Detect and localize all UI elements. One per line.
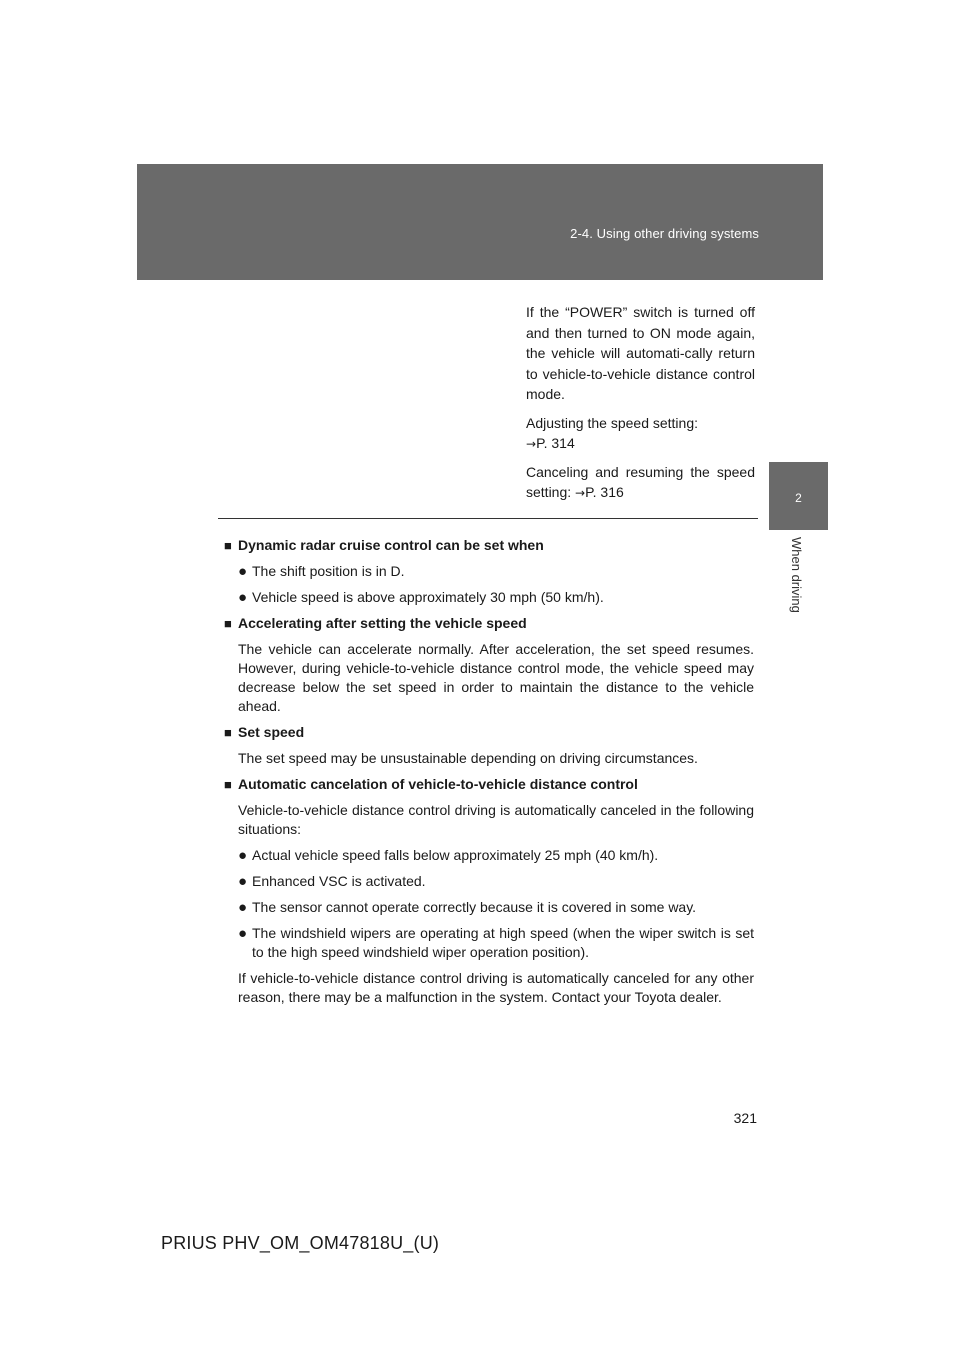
power-switch-note: If the “POWER” switch is turned off and then turned to ON mode again, the vehicle will automati-cally return to vehicle-to-vehicle distance control mode.	[526, 304, 755, 402]
heading-text: Set speed	[238, 724, 305, 740]
note-heading	[224, 723, 754, 742]
notes-section	[224, 536, 754, 1014]
cancel-resume-ref	[526, 462, 755, 504]
adjust-speed-text: Adjusting the speed setting:	[526, 414, 699, 431]
note-heading	[224, 775, 754, 794]
circle-bullet-icon: ●	[238, 563, 248, 580]
list-item-text: The shift position is in D.	[252, 563, 405, 579]
note-heading	[224, 536, 754, 555]
circle-bullet-icon: ●	[238, 589, 248, 606]
heading-text: Accelerating after setting the vehicle speed	[238, 615, 527, 631]
paragraph: If vehicle-to-vehicle distance control driving is automatically canceled for any other reason, there may be a malfunction in the system. Contact your Toyota dealer.	[238, 970, 754, 1005]
list-item-text: Enhanced VSC is activated.	[252, 873, 426, 889]
document-id: PRIUS PHV_OM_OM47818U_(U)	[161, 1233, 440, 1253]
circle-bullet-icon: ●	[238, 925, 248, 942]
header-bar	[137, 164, 823, 280]
cancel-resume-text: Canceling and resuming the speed setting:	[526, 463, 755, 500]
list-item	[224, 924, 754, 962]
square-bullet-icon: ■	[224, 777, 232, 792]
square-bullet-icon: ■	[224, 538, 232, 553]
circle-bullet-icon: ●	[238, 899, 248, 916]
arrow-icon: →	[575, 486, 586, 500]
adjust-speed-page-link[interactable]: P. 314	[536, 435, 575, 451]
circle-bullet-icon: ●	[238, 847, 248, 864]
square-bullet-icon: ■	[224, 725, 232, 740]
cancel-resume-page-link[interactable]: P. 316	[585, 484, 624, 500]
paragraph: The set speed may be unsustainable depending on driving circumstances.	[238, 750, 698, 766]
adjust-speed-ref	[526, 413, 755, 455]
page-number: 321	[733, 1110, 757, 1126]
list-item-text: Vehicle speed is above approximately 30 mph (50 km/h).	[252, 589, 604, 605]
section-divider	[218, 518, 758, 519]
chapter-tab	[769, 462, 828, 530]
list-item	[224, 588, 754, 607]
chapter-number: 2	[795, 491, 802, 505]
paragraph: Vehicle-to-vehicle distance control driving is automatically canceled in the following situations:	[238, 802, 754, 837]
section-title: 2-4. Using other driving systems	[570, 226, 759, 241]
arrow-icon: →	[526, 437, 537, 451]
square-bullet-icon: ■	[224, 616, 232, 631]
note-heading	[224, 614, 754, 633]
list-item	[224, 846, 754, 865]
list-item-text: The sensor cannot operate correctly because it is covered in some way.	[252, 899, 697, 915]
list-item	[224, 562, 754, 581]
list-item	[224, 898, 754, 917]
list-item-text: The windshield wipers are operating at high speed (when the wiper switch is set to the high speed windshield wiper operation position).	[252, 925, 754, 960]
heading-text: Automatic cancelation of vehicle-to-vehicle distance control	[238, 776, 638, 792]
list-item	[224, 872, 754, 891]
circle-bullet-icon: ●	[238, 873, 248, 890]
list-item-text: Actual vehicle speed falls below approximately 25 mph (40 km/h).	[252, 847, 659, 863]
heading-text: Dynamic radar cruise control can be set when	[238, 537, 544, 553]
info-column	[526, 302, 755, 512]
paragraph: The vehicle can accelerate normally. After acceleration, the set speed resumes. However, during vehicle-to-vehicle distance control mode, the vehicle speed may decrease below the set speed in order to maintain the distance to the vehicle ahead.	[238, 641, 754, 714]
chapter-label: When driving	[789, 537, 804, 613]
